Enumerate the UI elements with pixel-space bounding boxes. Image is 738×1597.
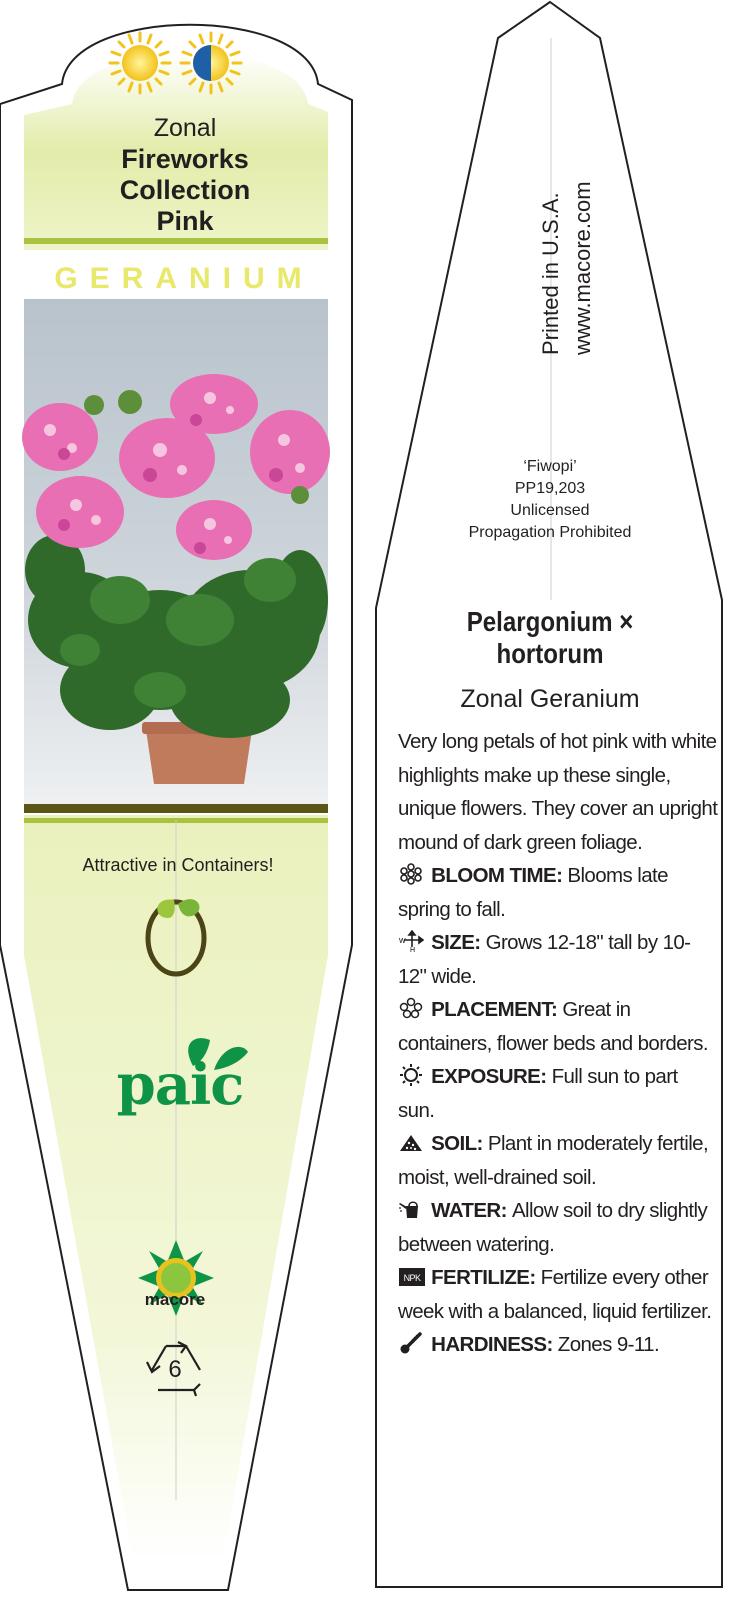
attribute-text: Full sun to part sun. [398,1065,678,1122]
attribute-text: Blooms late spring to fall. [398,864,668,921]
botanical-name-line-1: Pelargonium × [466,606,634,637]
attribute-label: FERTILIZE: [431,1266,541,1289]
cultivar-name: ‘Fiwopi’ [523,458,577,475]
sun-icon [398,1063,426,1085]
variety-name-line-2: Collection [119,175,251,205]
placement-icon [398,996,426,1018]
soil-icon [398,1130,426,1152]
attribute-text: Grows 12-18" tall by 10-12" wide. [398,931,691,988]
attribute-bloom-time [398,859,718,926]
attribute-label: WATER: [431,1199,512,1222]
attribute-label: PLACEMENT: [431,998,563,1021]
macore-logo-text: macore [144,1290,206,1309]
svg-text:W: W [399,938,406,945]
attribute-text: Allow soil to dry slightly between watering. [398,1199,708,1256]
tagline: Attractive in Containers! [82,855,274,875]
attribute-label: BLOOM TIME: [431,864,568,887]
attribute-placement [398,993,718,1060]
recycle-number: 6 [168,1356,182,1383]
plant-photo [22,299,330,804]
part-sun-icon [181,33,241,93]
patent-info [430,456,670,544]
license-status: Unlicensed [510,502,590,519]
flower-icon [398,862,426,884]
botanical-name-line-2: hortorum [496,638,604,669]
variety-name-line-1: Fireworks [121,144,249,174]
npk-icon [398,1264,426,1286]
size-icon [398,929,426,951]
attribute-fertilize [398,1261,718,1328]
common-name-banner: GERANIUM [54,262,314,295]
series-name: Zonal [153,114,217,142]
plant-description-block [398,725,718,1362]
botanical-name [412,606,687,670]
thermometer-icon [398,1331,426,1353]
attribute-size [398,926,718,993]
propagation-notice: Propagation Prohibited [468,524,632,541]
attribute-exposure [398,1060,718,1127]
attribute-text: Plant in moderately fertile, moist, well-drained soil. [398,1132,709,1189]
watering-can-icon [398,1197,426,1219]
attribute-label: SOIL: [431,1132,488,1155]
patent-number: PP19,203 [514,480,586,497]
attribute-text: Great in containers, flower beds and borders. [398,998,709,1055]
attribute-label: EXPOSURE: [431,1065,552,1088]
attribute-label: HARDINESS: [431,1333,558,1356]
attribute-hardiness [398,1328,718,1362]
description: Very long petals of hot pink with white highlights make up these single, unique flowers. They cover an upright mound of dark green foliage. [398,730,718,854]
attribute-soil [398,1127,718,1194]
paic-logo: paic [116,1052,244,1118]
svg-text:H: H [410,947,415,952]
variety-name-line-3: Pink [156,206,214,236]
attribute-text: Zones 9-11. [557,1333,660,1356]
full-sun-icon [110,33,170,93]
attribute-water [398,1194,718,1261]
plant-common-name: Zonal Geranium [460,685,640,713]
attribute-text: Fertilize every other week with a balanced, liquid fertilizer. [398,1266,712,1323]
attribute-label: SIZE: [431,931,486,954]
svg-text:NPK: NPK [403,1273,421,1283]
